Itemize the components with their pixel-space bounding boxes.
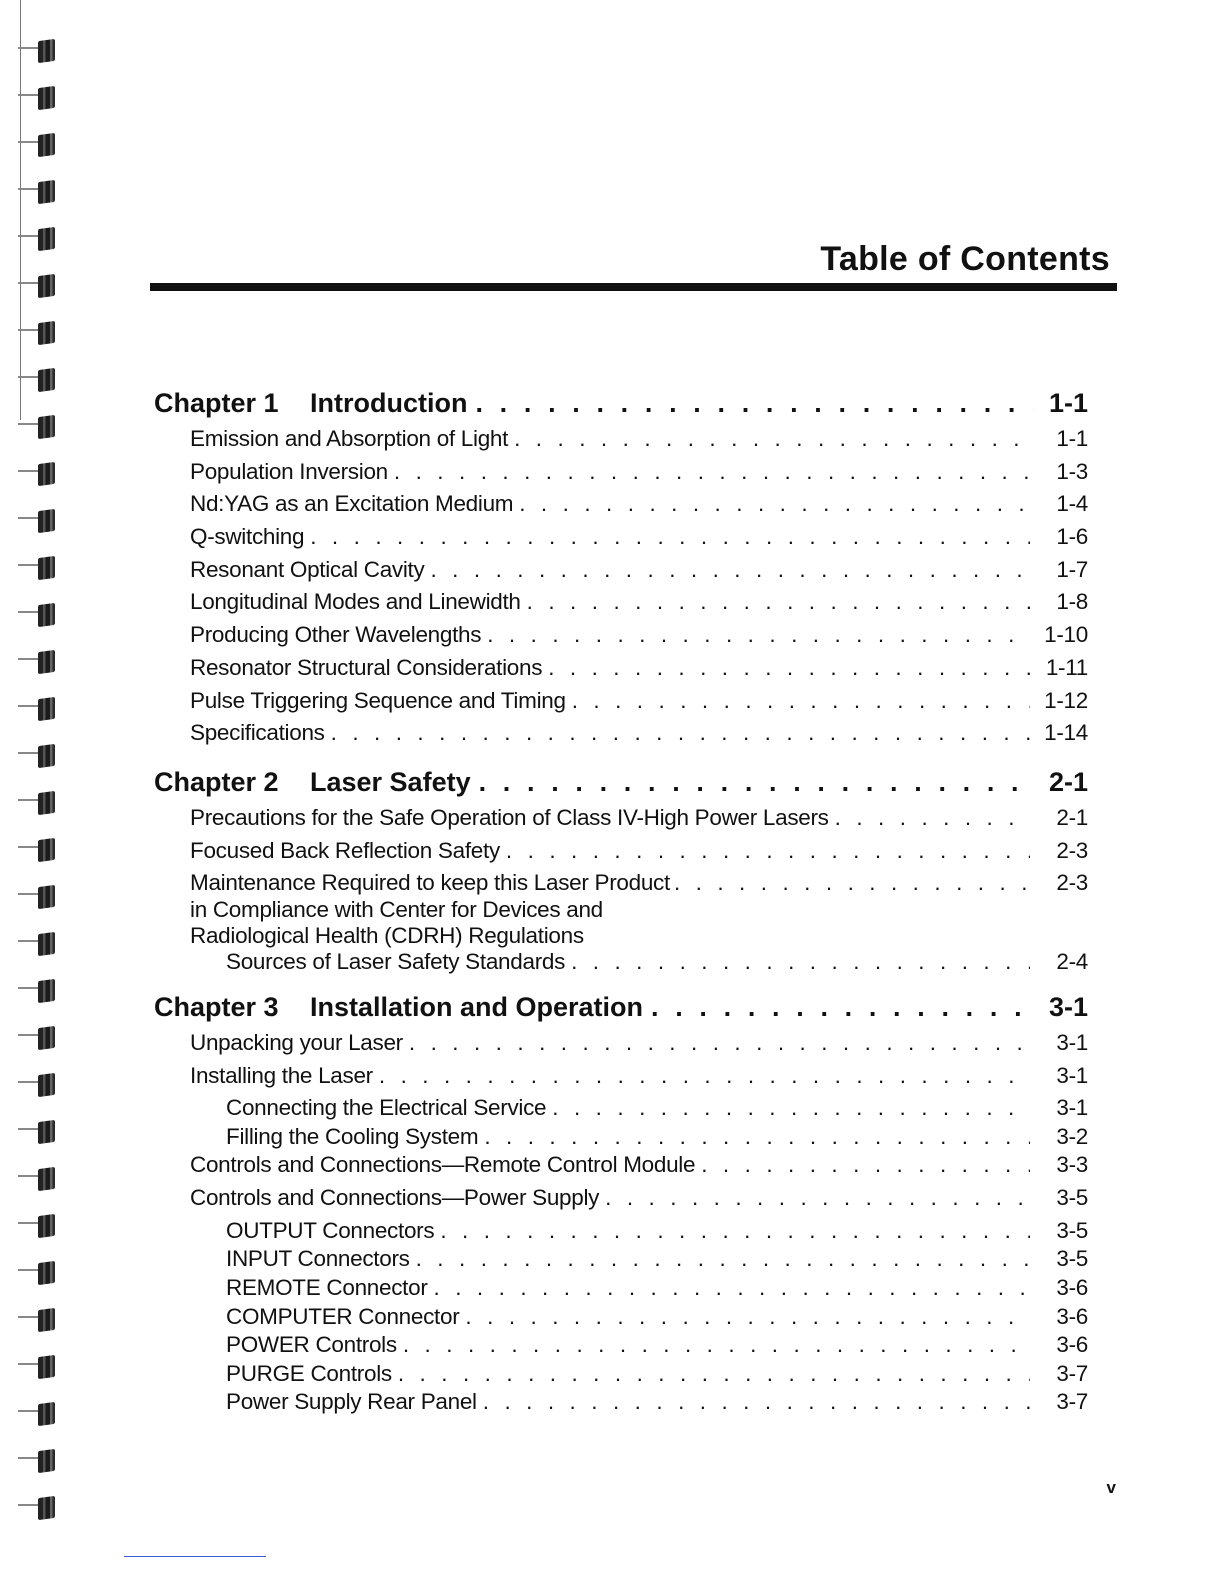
dot-leader <box>487 622 1030 648</box>
dot-leader <box>434 1275 1030 1301</box>
binding-ring <box>18 463 60 487</box>
entry-title: Pulse Triggering Sequence and Timing <box>190 687 566 713</box>
entry-page-number: 3-5 <box>1056 1185 1088 1211</box>
binding-wire <box>18 799 40 801</box>
entry-title: Power Supply Rear Panel <box>226 1389 477 1415</box>
page-title: Table of Contents <box>820 240 1110 278</box>
dot-leader <box>571 949 1030 975</box>
binding-wire <box>18 1504 40 1506</box>
binding-hole <box>38 368 55 392</box>
binding-hole <box>38 1355 55 1379</box>
toc-entry[interactable] <box>154 688 1088 721</box>
binding-hole <box>38 462 55 486</box>
dot-leader <box>409 1030 1030 1056</box>
entry-page-number: 2-3 <box>1056 837 1088 863</box>
binding-wire <box>18 987 40 989</box>
toc-entry[interactable] <box>154 622 1088 655</box>
entry-title: POWER Controls <box>226 1332 397 1358</box>
binding-hole <box>38 1402 55 1426</box>
toc-subentry[interactable] <box>154 949 1088 978</box>
entry-page-number: 3-6 <box>1056 1303 1088 1329</box>
entry-title: Longitudinal Modes and Linewidth <box>190 589 521 615</box>
binding-wire <box>18 423 40 425</box>
binding-ring <box>18 134 60 158</box>
binding-wire <box>18 1410 40 1412</box>
binding-wire <box>18 1128 40 1130</box>
dot-leader <box>331 720 1030 746</box>
binding-hole <box>38 979 55 1003</box>
dot-leader <box>605 1185 1030 1211</box>
entry-title: Population Inversion <box>190 458 388 484</box>
dot-leader <box>310 524 1030 550</box>
binding-hole <box>38 321 55 345</box>
page-folio: v <box>1106 1478 1116 1497</box>
toc-subentry[interactable] <box>154 1124 1088 1153</box>
chapter-page-number: 2-1 <box>1048 766 1088 797</box>
entry-page-number: 3-1 <box>1056 1095 1088 1121</box>
entry-title: Emission and Absorption of Light <box>190 426 509 451</box>
entry-title: Connecting the Electrical Service <box>226 1095 547 1121</box>
chapter-heading[interactable] <box>154 388 1088 426</box>
binding-ring <box>18 557 60 581</box>
title-rule <box>150 283 1117 291</box>
binding-hole <box>38 791 55 815</box>
binding-ring <box>18 1074 60 1098</box>
entry-title: Focused Back Reflection Safety <box>190 837 500 863</box>
binding-hole <box>38 509 55 533</box>
binding-wire <box>18 611 40 613</box>
dot-leader <box>440 1218 1030 1244</box>
entry-page-number: 3-1 <box>1056 1062 1088 1088</box>
binding-hole <box>38 838 55 862</box>
binding-hole <box>38 39 55 63</box>
toc-entry[interactable] <box>154 426 1088 459</box>
chapter-number: Chapter 1 <box>154 388 279 418</box>
binding-hole <box>38 1449 55 1473</box>
chapter-title: Introduction <box>310 388 468 418</box>
entry-title: COMPUTER Connector <box>226 1303 460 1329</box>
chapter-heading[interactable] <box>154 767 1088 805</box>
toc-entry[interactable] <box>154 1063 1088 1096</box>
toc-entry[interactable] <box>154 557 1088 590</box>
chapter-page-number: 1-1 <box>1048 388 1088 418</box>
binding-ring <box>18 604 60 628</box>
entry-page-number: 3-5 <box>1056 1246 1088 1272</box>
entry-page-number: 1-3 <box>1056 458 1088 484</box>
binding-ring <box>18 1262 60 1286</box>
binding-ring <box>18 1027 60 1051</box>
binding-ring <box>18 1403 60 1427</box>
entry-title: Controls and Connections—Remote Control Module <box>190 1152 696 1178</box>
entry-title: Controls and Connections—Power Supply <box>190 1185 600 1211</box>
binding-wire <box>18 1081 40 1083</box>
binding-wire <box>18 1363 40 1365</box>
binding-ring <box>18 1168 60 1192</box>
entry-page-number: 1-10 <box>1044 622 1088 648</box>
binding-wire <box>18 470 40 472</box>
entry-page-number: 3-7 <box>1056 1360 1088 1386</box>
entry-page-number: 2-1 <box>1056 804 1088 830</box>
chapter-heading[interactable] <box>154 992 1088 1030</box>
binding-ring <box>18 651 60 675</box>
dot-leader <box>465 1304 1030 1330</box>
dot-leader <box>835 805 1030 831</box>
binding-wire <box>18 940 40 942</box>
toc-entry[interactable] <box>154 720 1088 753</box>
binding-ring <box>18 40 60 64</box>
entry-title: Precautions for the Safe Operation of Class IV-High Power Lasers <box>190 804 829 830</box>
table-of-contents <box>154 388 1088 1418</box>
dot-leader <box>484 1124 1030 1150</box>
binding-hole <box>38 1496 55 1520</box>
binding-ring <box>18 1450 60 1474</box>
binding-wire <box>18 1034 40 1036</box>
binding-hole <box>38 1073 55 1097</box>
toc-entry[interactable] <box>154 1185 1088 1218</box>
binding-ring <box>18 510 60 534</box>
toc-subentry[interactable] <box>154 1332 1088 1361</box>
toc-entry[interactable] <box>154 1030 1088 1063</box>
entry-title: Installing the Laser <box>190 1062 373 1088</box>
entry-page-number: 3-1 <box>1056 1029 1088 1055</box>
binding-hole <box>38 556 55 580</box>
toc-subentry[interactable] <box>154 1361 1088 1390</box>
toc-entry[interactable] <box>154 589 1088 622</box>
binding-ring <box>18 792 60 816</box>
entry-title: Specifications <box>190 720 325 746</box>
toc-entry[interactable] <box>154 870 1088 949</box>
binding-ring <box>18 416 60 440</box>
binding-wire <box>18 235 40 237</box>
binding-hole <box>38 1214 55 1238</box>
toc-subentry[interactable] <box>154 1246 1088 1275</box>
binding-hole <box>38 650 55 674</box>
binding-hole <box>38 1120 55 1144</box>
binding-ring <box>18 322 60 346</box>
toc-entry[interactable] <box>154 655 1088 688</box>
entry-title: Filling the Cooling System <box>226 1123 479 1149</box>
binding-wire <box>18 188 40 190</box>
dot-leader <box>527 589 1030 615</box>
binding-wire <box>18 1175 40 1177</box>
entry-page-number: 2-4 <box>1056 949 1088 975</box>
dot-leader <box>483 1389 1030 1415</box>
entry-title: Unpacking your Laser <box>190 1029 403 1055</box>
dot-leader <box>701 1152 1030 1178</box>
binding-hole <box>38 932 55 956</box>
binding-hole <box>38 1308 55 1332</box>
binding-ring <box>18 1309 60 1333</box>
chapter-number: Chapter 3 <box>154 991 279 1022</box>
entry-title: REMOTE Connector <box>226 1274 428 1300</box>
binding-wire <box>18 752 40 754</box>
binding-wire <box>18 47 40 49</box>
dot-leader <box>651 992 1034 1023</box>
binding-wire <box>18 893 40 895</box>
binding-hole <box>38 603 55 627</box>
spiral-binding <box>0 0 70 1584</box>
binding-wire <box>18 282 40 284</box>
chapter-page-number: 3-1 <box>1048 991 1088 1022</box>
toc-subentry[interactable] <box>154 1218 1088 1247</box>
binding-ring <box>18 745 60 769</box>
entry-title-continuation: in Compliance with Center for Devices and <box>190 897 603 923</box>
toc-subentry[interactable] <box>154 1389 1088 1418</box>
binding-hole <box>38 86 55 110</box>
binding-wire <box>18 141 40 143</box>
dot-leader <box>398 1361 1030 1387</box>
binding-wire <box>18 376 40 378</box>
binding-wire <box>18 1269 40 1271</box>
entry-title: PURGE Controls <box>226 1360 392 1386</box>
binding-hole <box>38 133 55 157</box>
entry-page-number: 3-3 <box>1056 1152 1088 1178</box>
dot-leader <box>394 459 1030 485</box>
binding-ring <box>18 1497 60 1521</box>
entry-title: INPUT Connectors <box>226 1246 410 1272</box>
entry-page-number: 3-5 <box>1056 1217 1088 1243</box>
chapter-title: Laser Safety <box>310 766 471 797</box>
binding-wire <box>18 564 40 566</box>
entry-title: Producing Other Wavelengths <box>190 622 482 648</box>
dot-leader <box>572 688 1030 714</box>
toc-entry[interactable] <box>154 491 1088 524</box>
binding-ring <box>18 698 60 722</box>
binding-wire <box>18 517 40 519</box>
entry-page-number: 1-7 <box>1056 556 1088 582</box>
binding-ring <box>18 181 60 205</box>
binding-ring <box>18 839 60 863</box>
entry-page-number: 1-8 <box>1056 589 1088 615</box>
binding-wire <box>18 705 40 707</box>
entry-page-number: 3-2 <box>1056 1123 1088 1149</box>
binding-ring <box>18 1215 60 1239</box>
binding-ring <box>18 886 60 910</box>
binding-wire <box>18 94 40 96</box>
dot-leader <box>479 767 1034 798</box>
entry-title: Nd:YAG as an Excitation Medium <box>190 491 514 517</box>
entry-page-number: 3-6 <box>1056 1274 1088 1300</box>
binding-ring <box>18 228 60 252</box>
dot-leader <box>674 870 1030 896</box>
chapter-title: Installation and Operation <box>310 991 644 1022</box>
entry-title-continuation: Radiological Health (CDRH) Regulations <box>190 923 584 949</box>
entry-title: Resonant Optical Cavity <box>190 556 425 582</box>
dot-leader <box>506 838 1030 864</box>
binding-wire <box>18 329 40 331</box>
toc-subentry[interactable] <box>154 1304 1088 1333</box>
toc-entry[interactable] <box>154 805 1088 838</box>
toc-subentry[interactable] <box>154 1095 1088 1124</box>
binding-hole <box>38 697 55 721</box>
binding-wire <box>18 658 40 660</box>
binding-hole <box>38 274 55 298</box>
dot-leader <box>416 1246 1030 1272</box>
dot-leader <box>430 557 1030 583</box>
entry-title: Maintenance Required to keep this Laser Product <box>190 870 670 896</box>
dot-leader <box>475 388 1034 419</box>
entry-title: OUTPUT Connectors <box>226 1217 435 1243</box>
entry-page-number: 3-6 <box>1056 1332 1088 1358</box>
entry-title: Q-switching <box>190 524 305 550</box>
binding-hole <box>38 744 55 768</box>
binding-ring <box>18 933 60 957</box>
binding-hole <box>38 227 55 251</box>
entry-page-number: 1-1 <box>1056 426 1088 451</box>
entry-page-number: 1-4 <box>1056 491 1088 517</box>
dot-leader <box>519 491 1030 517</box>
binding-ring <box>18 369 60 393</box>
toc-entry[interactable] <box>154 1152 1088 1185</box>
entry-page-number: 1-11 <box>1045 654 1088 680</box>
binding-wire <box>18 846 40 848</box>
binding-ring <box>18 1121 60 1145</box>
footer-line <box>124 1556 266 1557</box>
toc-subentry[interactable] <box>154 1275 1088 1304</box>
binding-ring <box>18 980 60 1004</box>
binding-hole <box>38 1167 55 1191</box>
entry-title: Resonator Structural Considerations <box>190 654 543 680</box>
binding-ring <box>18 87 60 111</box>
dot-leader <box>514 426 1030 452</box>
dot-leader <box>548 655 1030 681</box>
entry-page-number: 1-14 <box>1044 720 1088 746</box>
binding-ring <box>18 1356 60 1380</box>
toc-entry[interactable] <box>154 838 1088 871</box>
entry-page-number: 2-3 <box>1056 870 1088 896</box>
binding-hole <box>38 1026 55 1050</box>
entry-title: Sources of Laser Safety Standards <box>226 949 566 975</box>
toc-entry[interactable] <box>154 459 1088 492</box>
toc-entry[interactable] <box>154 524 1088 557</box>
entry-page-number: 3-7 <box>1056 1389 1088 1415</box>
binding-wire <box>18 1316 40 1318</box>
binding-ring <box>18 275 60 299</box>
chapter-number: Chapter 2 <box>154 766 279 797</box>
binding-wire <box>18 1222 40 1224</box>
binding-hole <box>38 415 55 439</box>
binding-hole <box>38 1261 55 1285</box>
binding-wire <box>18 1457 40 1459</box>
binding-hole <box>38 885 55 909</box>
dot-leader <box>403 1332 1030 1358</box>
dot-leader <box>379 1063 1030 1089</box>
dot-leader <box>552 1095 1030 1121</box>
entry-page-number: 1-6 <box>1056 524 1088 550</box>
entry-page-number: 1-12 <box>1044 687 1088 713</box>
binding-hole <box>38 180 55 204</box>
